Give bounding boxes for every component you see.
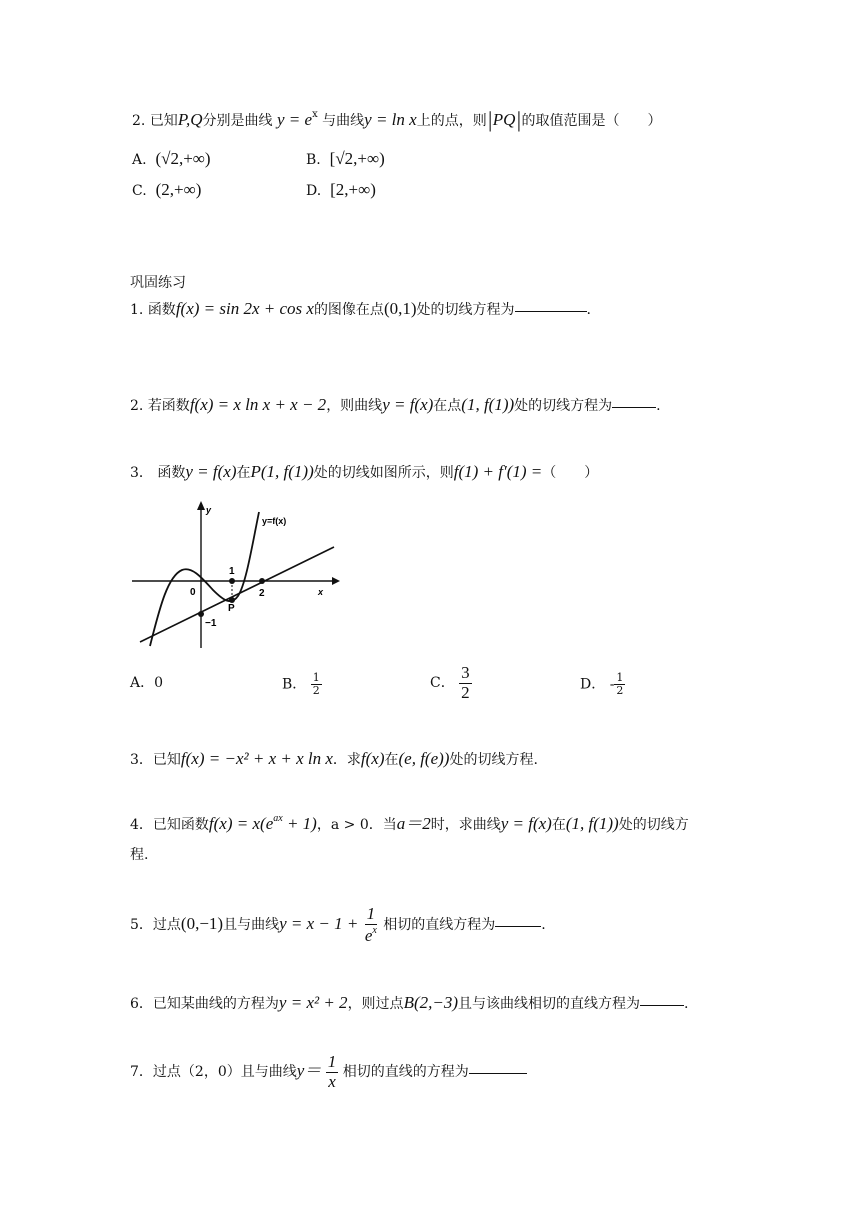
- answer-blank: [612, 406, 656, 408]
- graph-tick-2: 2: [259, 588, 265, 599]
- section-title: 巩固练习: [130, 275, 186, 291]
- e3-option-a: A．0: [130, 675, 164, 691]
- graph-origin-label: 0: [190, 587, 196, 598]
- e3-option-d: D． - $\frac{1}{2}$: [580, 671, 624, 698]
- q2-stem: 2. 已知P,Q分别是曲线 $y = e^x$ 与曲线y = ln x上的点，则|PQ|的取值范围是（ ）: [132, 107, 662, 132]
- q2-option-c: C. (2,+∞): [132, 180, 202, 199]
- graph-y-label: y: [206, 505, 212, 515]
- exercise-4: 4．已知函数$f(x) = x(e^{ax} + 1)$，a > 0．当a＝2时，求曲线y = f(x)在(1, f(1))处的切线方: [130, 813, 689, 833]
- q2-abs-pq: |PQ|: [486, 107, 522, 132]
- graph-point-p: P: [228, 603, 235, 614]
- exercise-5: 5．过点(0,−1)且与曲线y = x − 1 + $\frac{1}{e^x}$ 相切的直线方程为 .: [130, 904, 546, 945]
- graph-tick-1: 1: [229, 566, 235, 577]
- exercise-1: 1. 函数f(x) = sin 2x + cos x的图像在点(0,1)处的切线方程为 .: [130, 299, 591, 318]
- exercise-4-line2: 程.: [130, 847, 149, 863]
- graph-curve-label: y=f(x): [262, 516, 287, 526]
- answer-blank: [495, 925, 541, 927]
- exercise-3: 3． 函数y = f(x)在P(1, f(1))处的切线如图所示，则f(1) + f′(1) =（ ）: [130, 462, 599, 481]
- graph-tick-neg1: −1: [205, 618, 217, 629]
- exercise-3b: 3．已知f(x) = −x² + x + x ln x．求f(x)在(e, f(e))处的切线方程.: [130, 749, 538, 768]
- q2-option-a: A. (√2,+∞): [132, 149, 211, 168]
- exercise-2: 2. 若函数f(x) = x ln x + x − 2，则曲线y = f(x)在点(1, f(1))处的切线方程为 .: [130, 395, 661, 414]
- exercise-6: 6．已知某曲线的方程为y = x² + 2，则过点B(2,−3)且与该曲线相切的直线方程为 .: [130, 993, 689, 1012]
- answer-blank: [640, 1004, 684, 1006]
- e3-option-c: C． $\frac{3}{2}$: [430, 663, 470, 702]
- q2-pq: P,Q: [177, 110, 203, 129]
- e3-option-b: B． $\frac{1}{2}$: [282, 671, 320, 698]
- tangent-graph: [128, 496, 340, 652]
- answer-blank: [469, 1072, 527, 1074]
- q2-option-d: D. [2,+∞): [306, 180, 376, 199]
- q2-option-b: B. [√2,+∞): [306, 149, 385, 168]
- q2-number: 2.: [132, 113, 146, 129]
- answer-blank: [515, 310, 587, 312]
- graph-x-label: x: [318, 587, 324, 597]
- exercise-7: 7．过点（2，0）且与曲线y＝ $\frac{1}{x}$ 相切的直线的方程为: [130, 1053, 527, 1091]
